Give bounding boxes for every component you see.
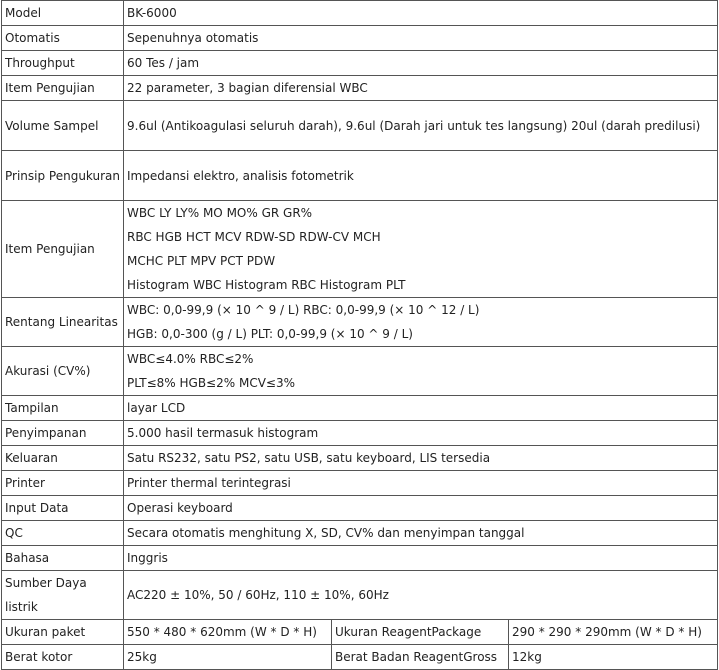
row-label: Printer [2, 471, 124, 496]
row-label: Bahasa [2, 546, 124, 571]
row-label: Item Pengujian [2, 201, 124, 298]
row-label: Input Data [2, 496, 124, 521]
table-row [2, 101, 718, 151]
row-value: layar LCD [124, 396, 718, 421]
row-value: AC220 ± 10%, 50 / 60Hz, 110 ± 10%, 60Hz [124, 571, 718, 620]
table-row [2, 471, 718, 496]
row-value: Satu RS232, satu PS2, satu USB, satu keyboard, LIS tersedia [124, 446, 718, 471]
table-row [2, 521, 718, 546]
row-value [124, 347, 718, 396]
row-value-2: 290 * 290 * 290mm (W * D * H) [509, 620, 718, 645]
table-row [2, 151, 718, 201]
row-label-2: Ukuran ReagentPackage [332, 620, 509, 645]
row-label: Berat kotor [2, 645, 124, 670]
row-label: Model [2, 1, 124, 26]
row-value: 550 * 480 * 620mm (W * D * H) [124, 620, 332, 645]
value-line: PLT≤8% HGB≤2% MCV≤3% [127, 376, 295, 390]
table-row [2, 421, 718, 446]
row-label: Throughput [2, 51, 124, 76]
row-value: BK-6000 [124, 1, 718, 26]
row-label: Otomatis [2, 26, 124, 51]
row-label: Keluaran [2, 446, 124, 471]
row-value: 60 Tes / jam [124, 51, 718, 76]
value-line: MCHC PLT MPV PCT PDW [127, 254, 276, 268]
row-value: 9.6ul (Antikoagulasi seluruh darah), 9.6ul (Darah jari untuk tes langsung) 20ul (darah predilusi) [124, 101, 718, 151]
value-line: Histogram WBC Histogram RBC Histogram PLT [127, 278, 406, 292]
row-value-2: 12kg [509, 645, 718, 670]
row-label: QC [2, 521, 124, 546]
row-label: Ukuran paket [2, 620, 124, 645]
row-value: Impedansi elektro, analisis fotometrik [124, 151, 718, 201]
value-line: WBC: 0,0-99,9 (× 10 ^ 9 / L) RBC: 0,0-99,9 (× 10 ^ 12 / L) [127, 303, 480, 317]
table-row [2, 496, 718, 521]
row-value: 5.000 hasil termasuk histogram [124, 421, 718, 446]
table-row [2, 446, 718, 471]
value-line: HGB: 0,0-300 (g / L) PLT: 0,0-99,9 (× 10 ^ 9 / L) [127, 327, 413, 341]
row-label: Item Pengujian [2, 76, 124, 101]
value-line: WBC≤4.0% RBC≤2% [127, 352, 254, 366]
row-value [124, 201, 718, 298]
table-row [2, 546, 718, 571]
table-row [2, 76, 718, 101]
table-row [2, 347, 718, 396]
row-value: Inggris [124, 546, 718, 571]
row-label: Sumber Daya listrik [2, 571, 124, 620]
table-row [2, 51, 718, 76]
table-row [2, 1, 718, 26]
row-value [124, 298, 718, 347]
row-label: Rentang Linearitas [2, 298, 124, 347]
value-line: WBC LY LY% MO MO% GR GR% [127, 206, 313, 220]
table-row [2, 26, 718, 51]
row-label-2: Berat Badan ReagentGross [332, 645, 509, 670]
row-value: 25kg [124, 645, 332, 670]
table-row [2, 201, 718, 298]
table-row [2, 396, 718, 421]
row-label: Penyimpanan [2, 421, 124, 446]
row-value: Secara otomatis menghitung X, SD, CV% dan menyimpan tanggal [124, 521, 718, 546]
row-label: Tampilan [2, 396, 124, 421]
row-label: Volume Sampel [2, 101, 124, 151]
table-row [2, 571, 718, 620]
table-row [2, 298, 718, 347]
row-value: Printer thermal terintegrasi [124, 471, 718, 496]
row-value: 22 parameter, 3 bagian diferensial WBC [124, 76, 718, 101]
row-value: Operasi keyboard [124, 496, 718, 521]
row-label: Prinsip Pengukuran [2, 151, 124, 201]
spec-table [1, 0, 718, 670]
table-row [2, 620, 718, 645]
row-value: Sepenuhnya otomatis [124, 26, 718, 51]
value-line: RBC HGB HCT MCV RDW-SD RDW-CV MCH [127, 230, 381, 244]
table-row [2, 645, 718, 670]
row-label: Akurasi (CV%) [2, 347, 124, 396]
